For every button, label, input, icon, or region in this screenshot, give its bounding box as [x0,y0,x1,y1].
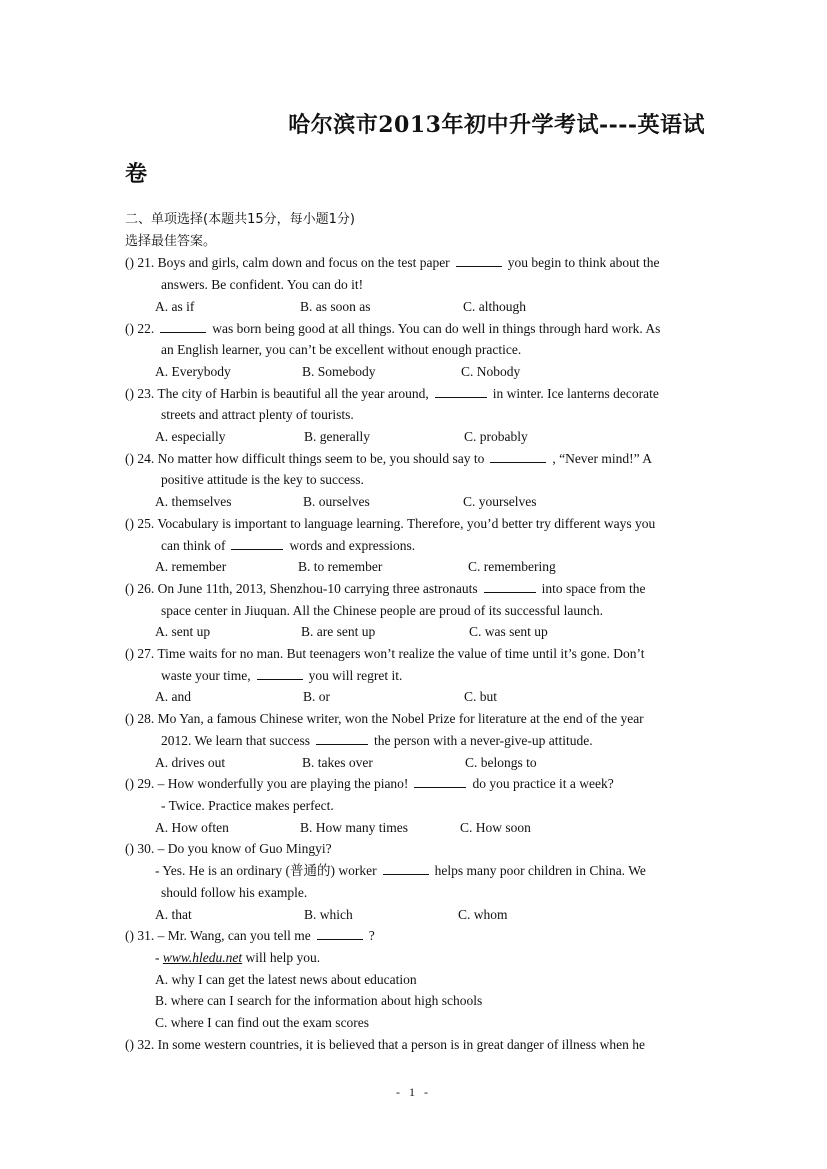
option-c: C. but [464,689,498,705]
question-continuation [125,535,703,557]
answer-blank [160,318,206,333]
option-b: B. or [303,689,330,705]
question-text: words and expressions. [289,537,416,553]
question-29 [125,773,703,816]
option-b: B. where can I search for the information about high schools [155,993,483,1009]
question-text: will help you. [242,949,321,965]
answer-blank [484,578,536,593]
answer-blank [257,665,303,680]
options-23 [125,426,703,448]
reply-prefix: - [155,949,163,965]
question-continuation: should follow his example. [161,884,308,900]
question-text: () 22. [125,320,155,336]
question-text: () 29. – How wonderfully you are playing the piano! [125,776,409,792]
question-text: helps many poor children in China. We [434,863,646,879]
options-29 [125,817,703,839]
option-a: A. as if [155,298,195,314]
section-heading: 二、单项选择(本题共15分，每小题1分) [125,212,355,227]
question-continuation: positive attitude is the key to success. [161,472,364,488]
options-22 [125,361,703,383]
question-23 [125,383,703,426]
option-c: C. How soon [460,819,531,835]
answer-blank [435,383,487,398]
question-text: () 24. No matter how difficult things seem to be, you should say to [125,450,485,466]
option-b: B. Somebody [302,363,376,379]
question-21 [125,252,703,295]
question-22 [125,318,703,361]
question-26 [125,578,703,621]
options-28 [125,752,703,774]
exam-title [125,108,705,188]
answer-blank [316,730,368,745]
option-a: A. that [155,906,192,922]
question-reply: - Twice. Practice makes perfect. [161,797,334,813]
question-text: () 25. Vocabulary is important to language learning. Therefore, you’d better try different ways you [125,515,656,531]
page-number: - 1 - [396,1085,431,1099]
option-a: A. why I can get the latest news about education [155,971,417,987]
answer-blank [317,925,363,940]
option-c: C. where I can find out the exam scores [155,1015,370,1031]
exam-title-line-2: 卷 [125,161,148,187]
question-text: 2012. We learn that success [161,732,310,748]
question-text: , “Never mind!” A [552,450,653,466]
option-c: C. probably [464,429,528,445]
option-b: B. ourselves [303,494,370,510]
question-text: can think of [161,537,226,553]
options-30 [125,904,703,926]
option-c: C. whom [458,906,508,922]
question-text: () 26. On June 11th, 2013, Shenzhou-10 carrying three astronauts [125,580,478,596]
question-25 [125,513,703,556]
question-continuation: an English learner, you can’t be excellent without enough practice. [161,342,522,358]
question-30 [125,838,703,860]
option-c: C. was sent up [469,624,548,640]
option-a: A. especially [155,429,226,445]
exam-title-line-1: 哈尔滨市2013年初中升学考试----英语试 [288,112,705,138]
question-32 [125,1034,703,1056]
answer-blank [456,252,502,267]
question-continuation: space center in Jiuquan. All the Chinese people are proud of its successful launch. [161,602,603,618]
exam-content [125,209,703,1055]
question-text: () 27. Time waits for no man. But teenagers won’t realize the value of time until it’s gone. Don’t [125,646,645,662]
option-a: A. remember [155,559,227,575]
question-text: - Yes. He is an ordinary (普通的) worker [155,863,377,879]
website-link[interactable]: www.hledu.net [162,949,243,965]
question-continuation: streets and attract plenty of tourists. [161,407,354,423]
option-b: B. as soon as [300,298,371,314]
question-31-reply [125,947,703,969]
question-text: into space from the [541,580,646,596]
options-24 [125,491,703,513]
question-28 [125,708,703,751]
question-text: () 28. Mo Yan, a famous Chinese writer, won the Nobel Prize for literature at the end of the year [125,711,644,727]
option-b: B. which [304,906,353,922]
option-a: A. Everybody [155,363,231,379]
option-c: C. belongs to [465,754,537,770]
option-b: B. generally [304,429,370,445]
option-c: C. although [463,298,526,314]
question-text: () 23. The city of Harbin is beautiful all the year around, [125,385,429,401]
question-text: do you practice it a week? [472,776,614,792]
question-text: you begin to think about the [507,255,660,271]
options-21 [125,296,703,318]
option-b: B. How many times [300,819,408,835]
question-text: in winter. Ice lanterns decorate [492,385,659,401]
question-text: () 32. In some western countries, it is believed that a person is in great danger of illness when he [125,1036,645,1052]
option-b: B. are sent up [301,624,376,640]
question-text: () 30. – Do you know of Guo Mingyi? [125,841,332,857]
option-c: C. remembering [468,559,556,575]
question-continuation [125,665,703,687]
question-24 [125,448,703,491]
question-continuation [125,730,703,752]
option-a: A. How often [155,819,229,835]
question-text: () 21. Boys and girls, calm down and focus on the test paper [125,255,450,271]
answer-blank [414,773,466,788]
option-a: A. sent up [155,624,211,640]
option-a: A. themselves [155,494,232,510]
option-c: C. Nobody [461,363,521,379]
question-text: waste your time, [161,667,251,683]
question-text: () 31. – Mr. Wang, can you tell me [125,928,311,944]
question-text: ? [368,928,375,944]
question-30-reply [125,860,703,903]
options-25 [125,556,703,578]
option-b: B. takes over [302,754,373,770]
option-b: B. to remember [298,559,383,575]
question-continuation: answers. Be confident. You can do it! [161,277,364,293]
question-text: was born being good at all things. You can do well in things through hard work. As [212,320,661,336]
question-31 [125,925,703,947]
answer-blank [490,448,546,463]
answer-blank [383,860,429,875]
section-instruction: 选择最佳答案。 [125,233,217,249]
option-c: C. yourselves [463,494,537,510]
question-text: you will regret it. [308,667,403,683]
question-27 [125,643,703,686]
question-text: the person with a never-give-up attitude. [374,732,593,748]
answer-blank [231,535,283,550]
option-a: A. drives out [155,754,226,770]
options-26 [125,621,703,643]
option-a: A. and [155,689,191,705]
options-27 [125,686,703,708]
